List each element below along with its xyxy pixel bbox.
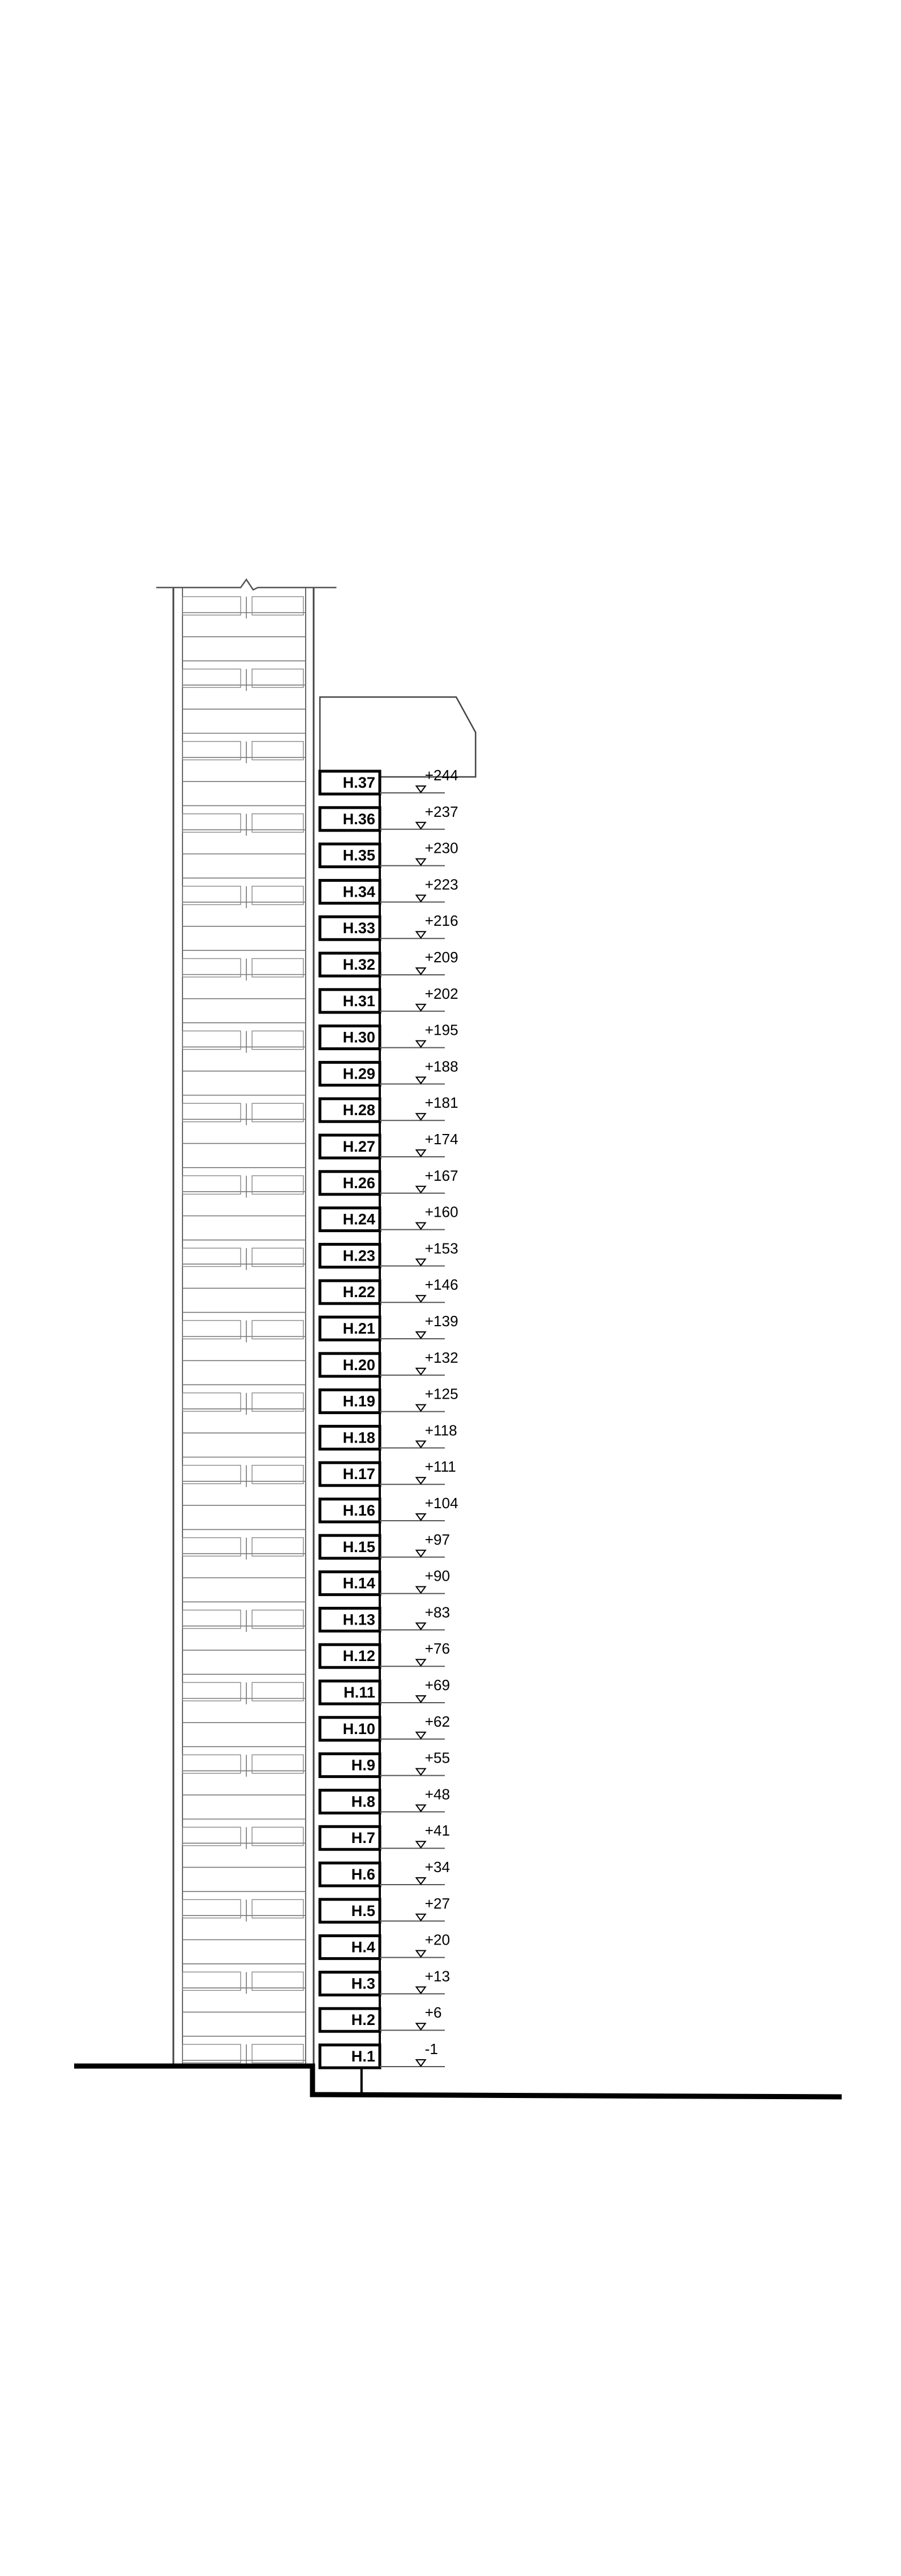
elevation-value: +6 bbox=[425, 2004, 442, 2022]
floor-label: H.37 bbox=[342, 774, 375, 791]
floor-label: H.11 bbox=[343, 1684, 375, 1701]
floor-label: H.9 bbox=[351, 1756, 375, 1774]
elevation-value: +69 bbox=[425, 1676, 451, 1694]
floor-label: H.19 bbox=[342, 1392, 375, 1410]
floor-label: H.15 bbox=[342, 1538, 375, 1556]
floor-label: H.1 bbox=[351, 2048, 375, 2065]
elevation-value: +216 bbox=[425, 912, 458, 930]
floor-label: H.4 bbox=[351, 1938, 375, 1956]
floor-label: H.29 bbox=[342, 1065, 375, 1083]
floor-label: H.22 bbox=[342, 1283, 375, 1301]
elevation-value: +118 bbox=[425, 1421, 457, 1439]
elevation-value: +237 bbox=[425, 803, 458, 820]
elevation-value: +34 bbox=[425, 1858, 451, 1876]
elevation-value: +48 bbox=[425, 1785, 451, 1803]
floor-label: H.35 bbox=[342, 846, 375, 864]
floor-label: H.6 bbox=[351, 1866, 375, 1883]
elevation-value: +244 bbox=[425, 767, 458, 784]
elevation-value: +55 bbox=[425, 1749, 451, 1767]
elevation-value: +97 bbox=[425, 1530, 451, 1548]
floor-label: H.12 bbox=[342, 1647, 375, 1665]
floor-label: H.33 bbox=[342, 920, 375, 937]
elevation-value: +111 bbox=[425, 1458, 456, 1476]
floor-label: H.8 bbox=[351, 1793, 375, 1811]
elevation-value: +20 bbox=[425, 1931, 451, 1949]
elevation-value: +125 bbox=[425, 1385, 458, 1403]
floor-label: H.27 bbox=[342, 1138, 375, 1155]
floor-label: H.32 bbox=[342, 956, 375, 973]
elevation-value: +209 bbox=[425, 949, 458, 966]
floor-label: H.17 bbox=[342, 1465, 375, 1483]
elevation-value: +160 bbox=[425, 1203, 458, 1221]
rooftop-structure bbox=[320, 697, 476, 777]
floor-label: H.30 bbox=[342, 1028, 375, 1046]
elevation-value: +132 bbox=[425, 1348, 458, 1366]
elevation-value: +13 bbox=[425, 1967, 451, 1985]
elevation-value: +188 bbox=[425, 1058, 458, 1075]
floor-label: H.20 bbox=[342, 1356, 375, 1374]
floor-label: H.10 bbox=[342, 1720, 375, 1737]
floor-label: H.5 bbox=[351, 1902, 375, 1919]
floor-label: H.31 bbox=[342, 992, 375, 1010]
floor-label: H.2 bbox=[351, 2011, 375, 2029]
floor-label: H.14 bbox=[342, 1574, 375, 1592]
elevation-value: +223 bbox=[425, 876, 458, 893]
floor-label: H.36 bbox=[342, 810, 375, 828]
elevation-value: +181 bbox=[425, 1094, 458, 1112]
elevation-value: +167 bbox=[425, 1167, 458, 1184]
elevation-value: +202 bbox=[425, 985, 458, 1002]
floor-label: H.24 bbox=[342, 1210, 375, 1228]
elevation-value: +174 bbox=[425, 1131, 458, 1148]
floor-label: H.3 bbox=[351, 1975, 375, 1992]
elevation-value: +27 bbox=[425, 1894, 451, 1912]
floor-label: H.13 bbox=[342, 1611, 375, 1629]
floor-label: H.7 bbox=[351, 1829, 375, 1847]
elevation-value: -1 bbox=[425, 2040, 439, 2057]
floor-label: H.28 bbox=[342, 1101, 375, 1119]
elevation-value: +195 bbox=[425, 1021, 458, 1039]
elevation-value: +230 bbox=[425, 839, 458, 857]
elevation-value: +90 bbox=[425, 1567, 451, 1585]
floor-label: H.16 bbox=[342, 1502, 375, 1519]
floor-label: H.18 bbox=[342, 1429, 375, 1447]
floor-label: H.23 bbox=[342, 1247, 375, 1265]
elevation-value: +41 bbox=[425, 1822, 451, 1840]
elevation-value: +76 bbox=[425, 1640, 451, 1658]
floor-label: H.21 bbox=[342, 1320, 375, 1337]
elevation-value: +83 bbox=[425, 1603, 451, 1621]
elevation-value: +146 bbox=[425, 1276, 458, 1294]
floor-label: H.26 bbox=[342, 1174, 375, 1192]
floor-label: H.34 bbox=[342, 883, 375, 901]
elevation-value: +153 bbox=[425, 1240, 458, 1257]
elevation-value: +104 bbox=[425, 1494, 458, 1512]
elevation-value: +139 bbox=[425, 1313, 458, 1330]
elevation-value: +62 bbox=[425, 1712, 451, 1730]
